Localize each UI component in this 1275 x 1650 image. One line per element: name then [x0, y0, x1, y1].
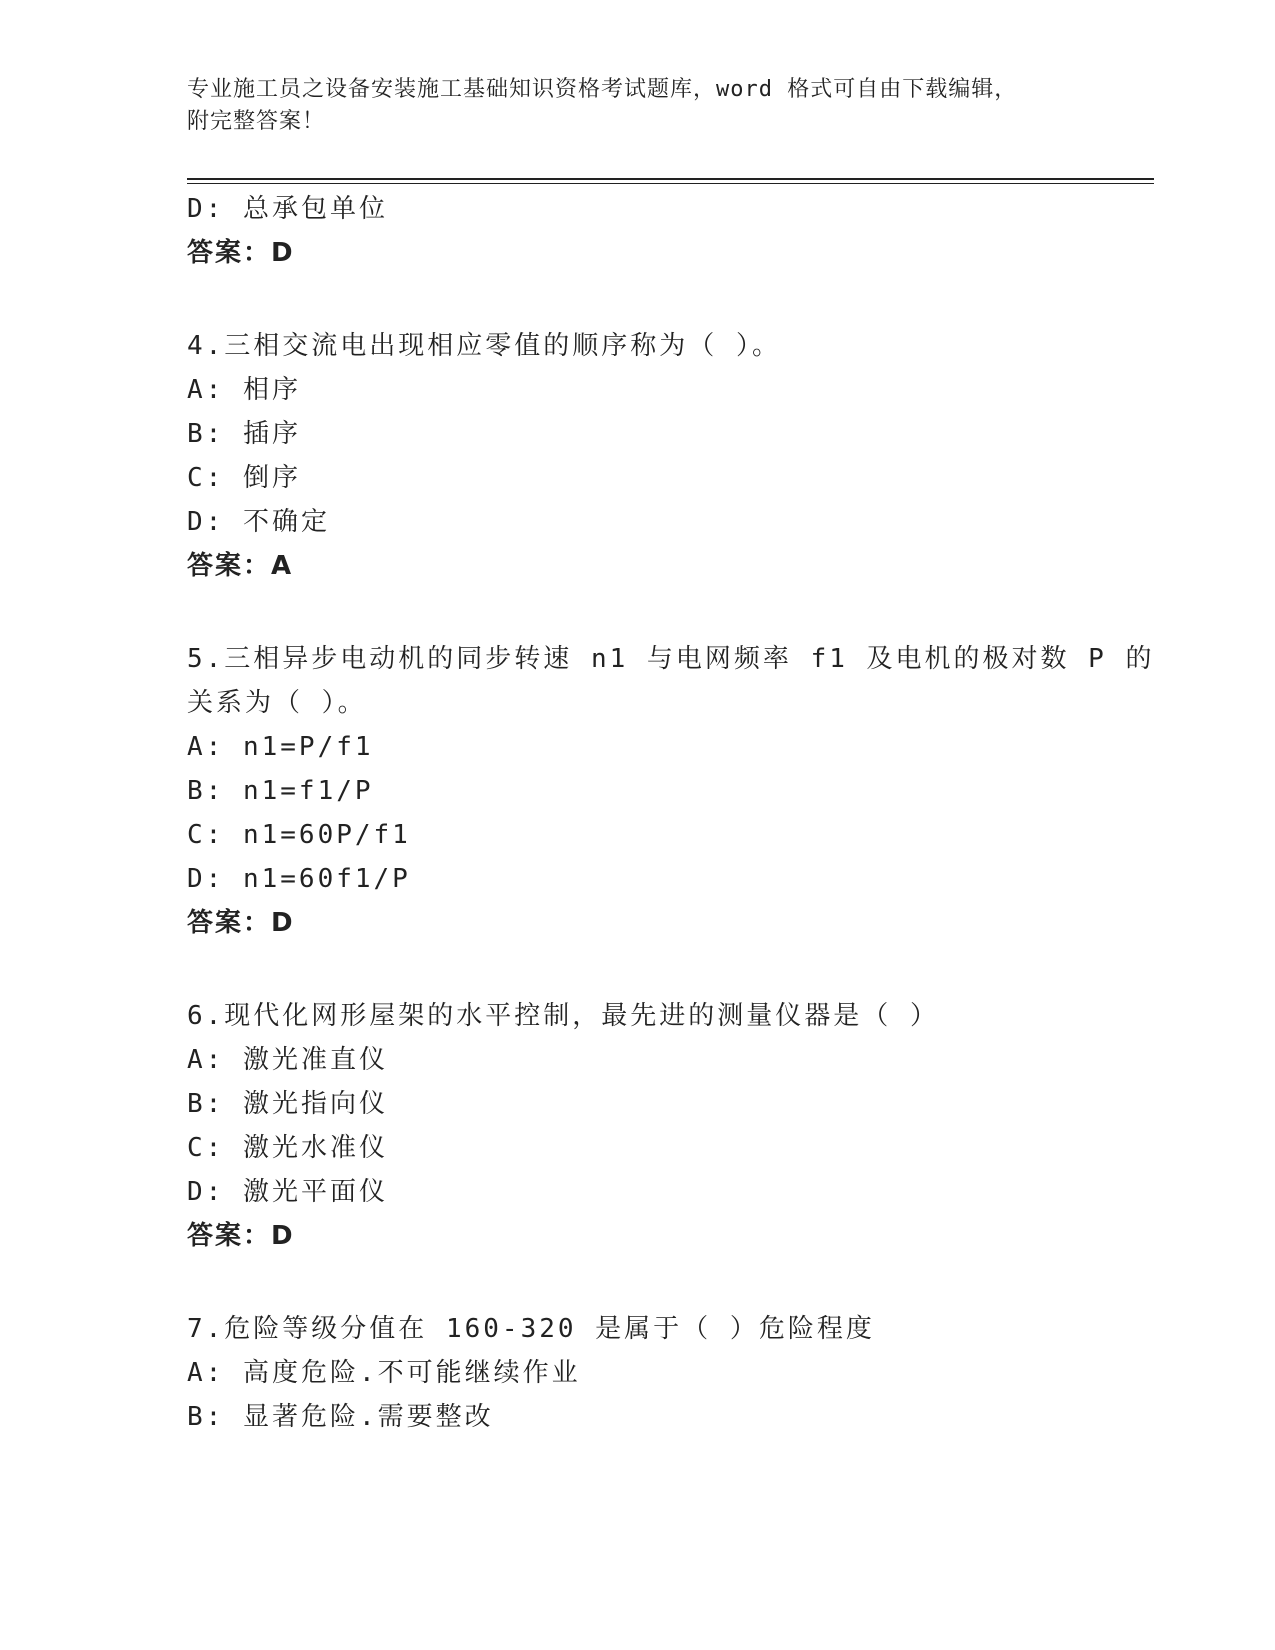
q5-answer: 答案：D	[187, 908, 295, 938]
q3-option-d: D: 总承包单位	[187, 194, 388, 224]
q6-option-b: B: 激光指向仪	[187, 1089, 388, 1119]
q4-answer: 答案：A	[187, 551, 294, 581]
q4-option-a: A: 相序	[187, 375, 301, 405]
document-header	[187, 74, 1087, 138]
q7-option-a: A: 高度危险.不可能继续作业	[187, 1358, 581, 1388]
q5-question-line-1: 5.三相异步电动机的同步转速 n1 与电网频率 f1 及电机的极对数 P 的	[187, 644, 1155, 674]
q3-answer: 答案：D	[187, 238, 295, 268]
q6-question: 6.现代化网形屋架的水平控制，最先进的测量仪器是（ ）	[187, 1001, 939, 1031]
q6-option-c: C: 激光水准仪	[187, 1133, 388, 1163]
q4-option-d: D: 不确定	[187, 507, 330, 537]
q5-option-d: D: n1=60f1/P	[187, 864, 411, 894]
q6-option-a: A: 激光准直仪	[187, 1045, 388, 1075]
header-line-1: 专业施工员之设备安装施工基础知识资格考试题库，word 格式可自由下载编辑，	[187, 77, 1018, 102]
q4-question: 4.三相交流电出现相应零值的顺序称为（ ）。	[187, 331, 781, 361]
q4-option-b: B: 插序	[187, 419, 301, 449]
q5-question-line-2: 关系为（ ）。	[187, 688, 367, 718]
header-line-2: 附完整答案！	[187, 109, 326, 134]
q6-answer: 答案：D	[187, 1221, 295, 1251]
q7-option-b: B: 显著危险.需要整改	[187, 1402, 494, 1432]
header-divider-thick	[187, 178, 1154, 180]
header-divider-thin	[187, 183, 1154, 184]
q4-option-c: C: 倒序	[187, 463, 301, 493]
q5-option-c: C: n1=60P/f1	[187, 820, 411, 850]
q7-question: 7.危险等级分值在 160-320 是属于（ ）危险程度	[187, 1314, 875, 1344]
q5-option-b: B: n1=f1/P	[187, 776, 374, 806]
q5-option-a: A: n1=P/f1	[187, 732, 374, 762]
q6-option-d: D: 激光平面仪	[187, 1177, 388, 1207]
